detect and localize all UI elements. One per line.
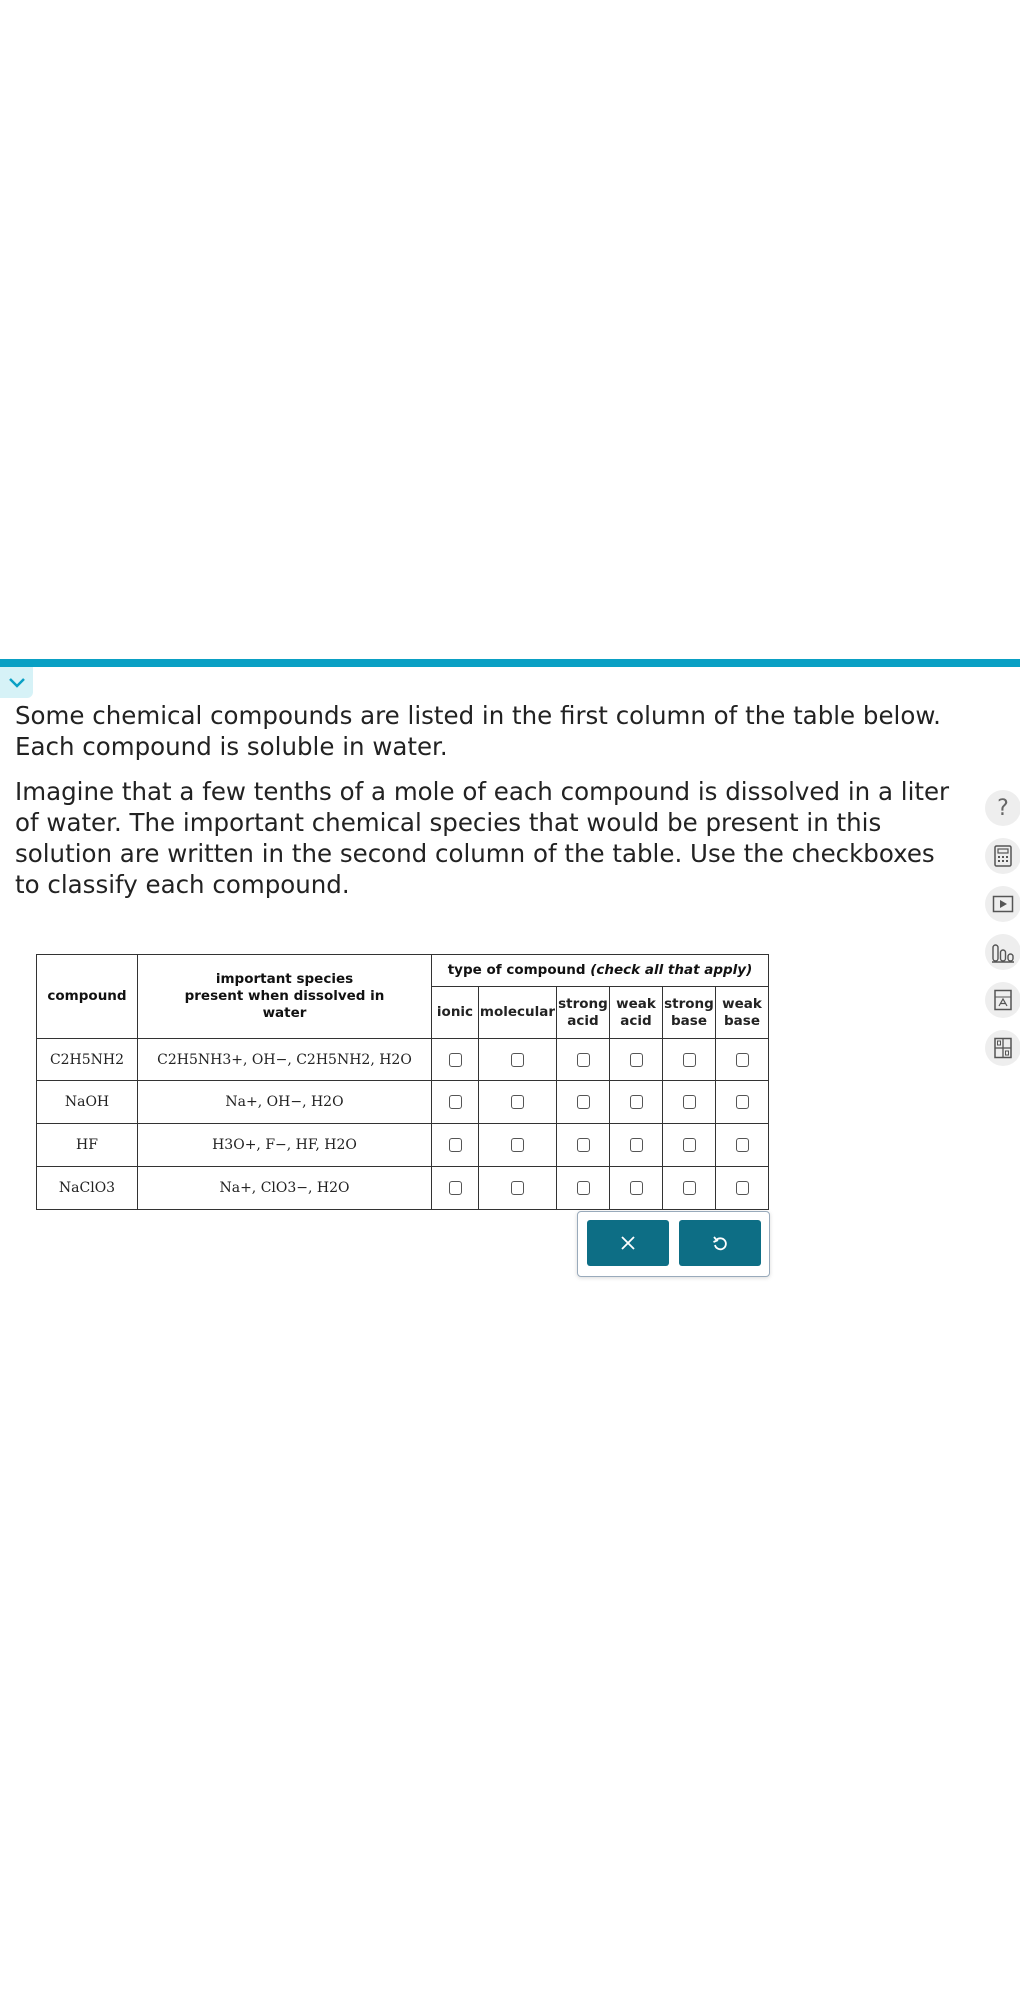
compound-header: compound: [37, 955, 138, 1039]
undo-icon: [712, 1235, 728, 1251]
strong-acid-checkbox[interactable]: [577, 1138, 590, 1152]
species-header: important species present when dissolved in water: [138, 955, 432, 1039]
weak-acid-checkbox[interactable]: [630, 1138, 643, 1152]
reference-icon: [993, 1037, 1013, 1059]
table-row: [37, 1039, 769, 1081]
weak-base-checkbox[interactable]: [736, 1095, 749, 1109]
strong-base-checkbox[interactable]: [683, 1138, 696, 1152]
calculator-button[interactable]: [985, 838, 1020, 874]
intro-paragraph-2: Imagine that a few tenths of a mole of each compound is dissolved in a liter of water. The important chemical species that would be present in this solution are written in the second column of the table. Use the checkboxes to classify each compound.: [15, 777, 950, 899]
weak-base-checkbox[interactable]: [736, 1053, 749, 1067]
ionic-checkbox[interactable]: [449, 1095, 462, 1109]
species-cell: [138, 1167, 432, 1210]
strong-acid-checkbox[interactable]: [577, 1095, 590, 1109]
molecular-checkbox[interactable]: [511, 1138, 524, 1152]
species-list: Na+, ClO3−, H2O: [219, 1180, 350, 1196]
type-header: type of compound (check all that apply): [432, 955, 769, 987]
chart-icon: [991, 941, 1015, 963]
weak-acid-checkbox[interactable]: [630, 1181, 643, 1195]
type-col-strong-acid: strong acid: [557, 987, 610, 1039]
ionic-checkbox[interactable]: [449, 1181, 462, 1195]
molecular-checkbox[interactable]: [511, 1095, 524, 1109]
strong-base-checkbox[interactable]: [683, 1181, 696, 1195]
help-icon: ?: [997, 795, 1009, 821]
table-row: [37, 1167, 769, 1210]
ionic-checkbox[interactable]: [449, 1138, 462, 1152]
ionic-checkbox[interactable]: [449, 1053, 462, 1067]
compound-cell: [37, 1124, 138, 1167]
molecular-checkbox[interactable]: [511, 1181, 524, 1195]
species-list: H3O+, F−, HF, H2O: [212, 1137, 357, 1153]
collapse-toggle[interactable]: [0, 667, 33, 698]
species-list: C2H5NH3+, OH−, C2H5NH2, H2O: [157, 1051, 412, 1068]
type-col-ionic: ionic: [432, 987, 479, 1039]
weak-base-checkbox[interactable]: [736, 1181, 749, 1195]
species-cell: [138, 1124, 432, 1167]
chart-button[interactable]: [985, 934, 1020, 970]
calculator-icon: [993, 845, 1013, 867]
strong-acid-checkbox[interactable]: [577, 1181, 590, 1195]
clear-button[interactable]: [587, 1220, 669, 1266]
compound-formula: HF: [76, 1137, 98, 1153]
compound-formula: NaClO3: [58, 1180, 116, 1196]
compound-cell: [37, 1167, 138, 1210]
strong-base-checkbox[interactable]: [683, 1053, 696, 1067]
periodic-table-icon: [993, 989, 1013, 1011]
table-row: [37, 1124, 769, 1167]
undo-button[interactable]: [679, 1220, 761, 1266]
molecular-checkbox[interactable]: [511, 1053, 524, 1067]
video-button[interactable]: [985, 886, 1020, 922]
compound-formula: NaOH: [64, 1094, 110, 1110]
weak-base-checkbox[interactable]: [736, 1138, 749, 1152]
species-list: Na+, OH−, H2O: [225, 1094, 344, 1110]
compound-cell: [37, 1081, 138, 1124]
intro-paragraph-1: Some chemical compounds are listed in the first column of the table below. Each compound is soluble in water.: [15, 701, 941, 761]
compound-table: [36, 954, 769, 1210]
chevron-down-icon: [8, 677, 26, 689]
type-col-molecular: molecular: [479, 987, 557, 1039]
top-accent-bar: [0, 659, 1020, 667]
strong-base-checkbox[interactable]: [683, 1095, 696, 1109]
table-row: [37, 1081, 769, 1124]
strong-acid-checkbox[interactable]: [577, 1053, 590, 1067]
answer-action-panel: [577, 1211, 770, 1277]
type-col-weak-acid: weak acid: [610, 987, 663, 1039]
compound-formula: C2H5NH2: [49, 1051, 125, 1068]
type-col-weak-base: weak base: [716, 987, 769, 1039]
species-cell: [138, 1081, 432, 1124]
periodic-table-button[interactable]: [985, 982, 1020, 1018]
close-icon: [621, 1236, 635, 1250]
weak-acid-checkbox[interactable]: [630, 1095, 643, 1109]
species-cell: [138, 1039, 432, 1081]
weak-acid-checkbox[interactable]: [630, 1053, 643, 1067]
type-col-strong-base: strong base: [663, 987, 716, 1039]
reference-button[interactable]: [985, 1030, 1020, 1066]
compound-cell: [37, 1039, 138, 1081]
video-icon: [992, 895, 1014, 913]
help-button[interactable]: [985, 790, 1020, 826]
